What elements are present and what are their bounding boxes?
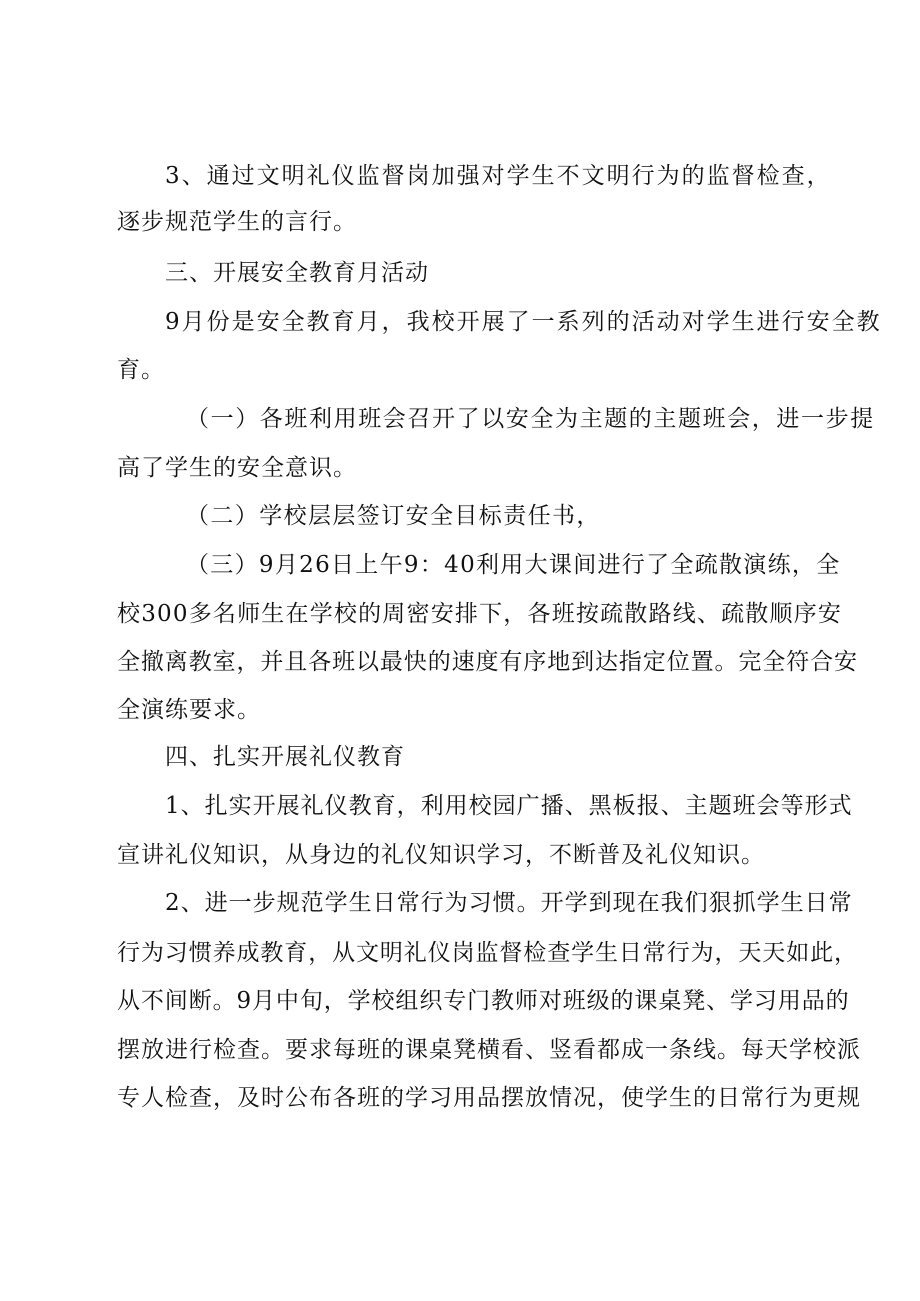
text-line: 9月份是安全教育月，我校开展了一系列的活动对学生进行安全教 — [165, 309, 882, 335]
section-heading: 四、扎实开展礼仪教育 — [165, 744, 405, 770]
text-line: 逐步规范学生的言行。 — [117, 209, 357, 235]
text-line: 校300多名师生在学校的周密安排下，各班按疏散路线、疏散顺序安 — [117, 601, 843, 627]
section-heading: 三、开展安全教育月活动 — [165, 260, 429, 286]
text-line: 宣讲礼仪知识，从身边的礼仪知识学习，不断普及礼仪知识。 — [117, 842, 765, 868]
text-line: 2、进一步规范学生日常行为习惯。开学到现在我们狠抓学生日常 — [165, 890, 853, 916]
text-line: 全撤离教室，并且各班以最快的速度有序地到达指定位置。完全符合安 — [117, 649, 858, 675]
text-line: 3、通过文明礼仪监督岗加强对学生不文明行为的监督检查， — [165, 163, 832, 189]
text-line: 专人检查，及时公布各班的学习用品摆放情况，使学生的日常行为更规 — [117, 1085, 861, 1111]
text-line: 全演练要求。 — [117, 697, 261, 723]
text-line: （二）学校层层签订安全目标责任书， — [186, 503, 601, 529]
text-line: 1、扎实开展礼仪教育，利用校园广播、黑板报、主题班会等形式 — [165, 793, 853, 819]
text-line: （三）9月26日上午9：40利用大课间进行了全疏散演练，全 — [186, 552, 841, 578]
text-line: 育。 — [117, 357, 165, 383]
text-line: 高了学生的安全意识。 — [117, 455, 357, 481]
text-line: 从不间断。9月中旬，学校组织专门教师对班级的课桌凳、学习用品的 — [117, 988, 850, 1014]
text-line: 摆放进行检查。要求每班的课桌凳横看、竖看都成一条线。每天学校派 — [117, 1037, 861, 1063]
text-line: 行为习惯养成教育，从文明礼仪岗监督检查学生日常行为，天天如此， — [117, 940, 858, 966]
text-line: （一）各班利用班会召开了以安全为主题的主题班会，进一步提 — [186, 406, 875, 432]
